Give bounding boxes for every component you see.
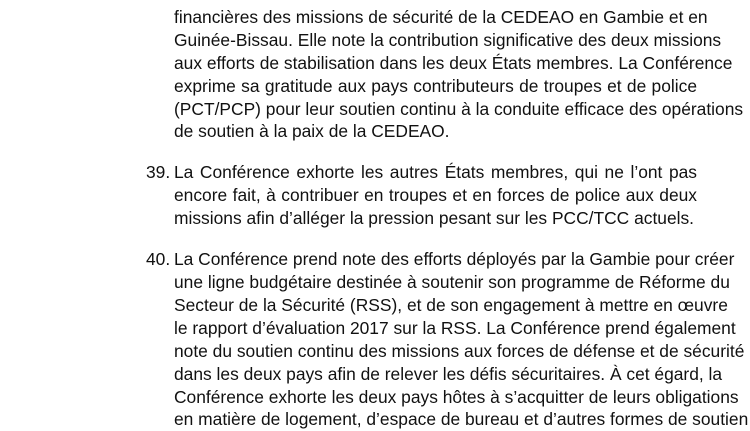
paragraph-40-body <box>174 248 749 431</box>
paragraph-40 <box>0 248 750 431</box>
paragraph-number: 39. <box>146 162 171 183</box>
paragraph-line: Conférence exhorte les deux pays hôtes à s’acquitter de leurs obligations <box>174 386 739 407</box>
paragraph-line: encore fait, à contribuer en troupes et en forces de police aux deux <box>174 185 697 206</box>
paragraph-number: 40. <box>146 249 171 270</box>
paragraph-line: aux efforts de stabilisation dans les deux États membres. La Conférence <box>174 52 733 73</box>
paragraph-38 <box>0 0 750 143</box>
paragraph-39 <box>0 161 750 230</box>
paragraph-line: note du soutien continu des missions aux forces de défense et de sécurité <box>174 340 745 361</box>
paragraph-line: de soutien à la paix de la CEDEAO. <box>174 121 450 142</box>
paragraph-line: financières des missions de sécurité de la CEDEAO en Gambie et en <box>174 6 708 27</box>
paragraph-38-body <box>174 0 744 143</box>
paragraph-line: missions afin d’alléger la pression pesant sur les PCC/TCC actuels. <box>174 208 695 229</box>
paragraph-line: La Conférence prend note des efforts déployés par la Gambie pour créer <box>174 249 735 270</box>
paragraph-line: Secteur de la Sécurité (RSS), et de son engagement à mettre en œuvre <box>174 294 728 315</box>
paragraph-line: une ligne budgétaire destinée à soutenir son programme de Réforme du <box>174 271 730 292</box>
paragraph-39-body <box>174 161 697 230</box>
paragraph-line: exprime sa gratitude aux pays contributeurs de troupes et de police <box>174 75 697 96</box>
paragraph-line: La Conférence exhorte les autres États membres, qui ne l’ont pas <box>174 162 697 183</box>
paragraph-line: dans les deux pays afin de relever les défis sécuritaires. À cet égard, la <box>174 363 723 384</box>
paragraph-line: le rapport d’évaluation 2017 sur la RSS. La Conférence prend également <box>174 317 736 338</box>
paragraph-line: en matière de logement, d’espace de bureau et d’autres formes de soutien <box>174 409 749 430</box>
paragraph-line: (PCT/PCP) pour leur soutien continu à la conduite efficace des opérations <box>174 98 744 119</box>
paragraph-line: Guinée-Bissau. Elle note la contribution significative des deux missions <box>174 29 722 50</box>
